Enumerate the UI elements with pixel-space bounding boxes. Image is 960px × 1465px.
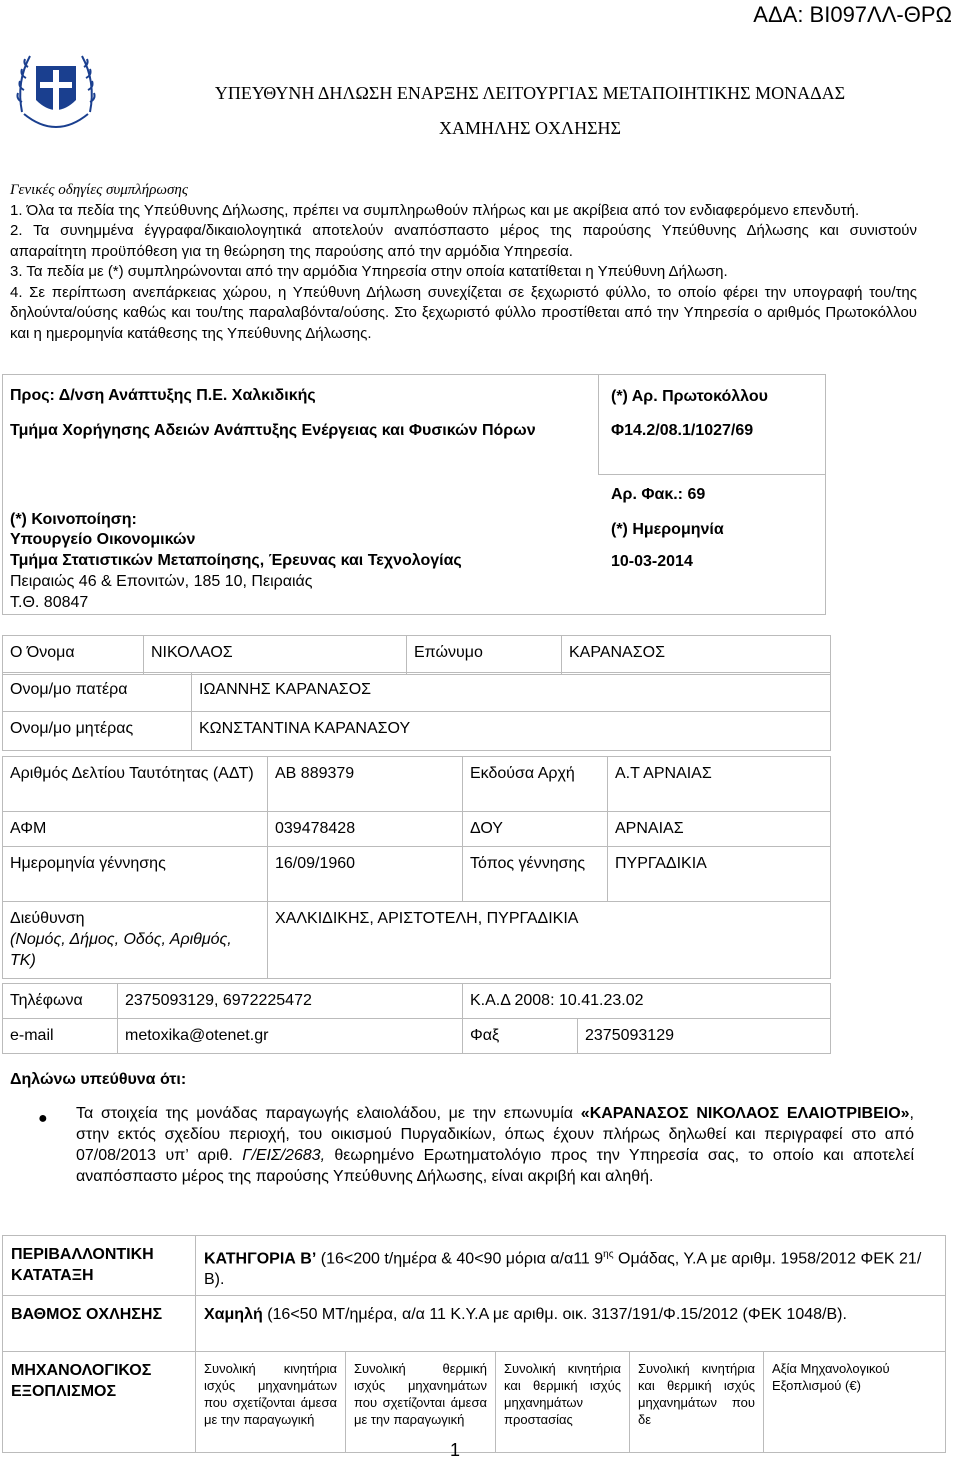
instruction-item: 2. Τα συνημμένα έγγραφα/δικαιολογητικά αποτελούν αναπόσπαστο μέρος της παρούσης Υπεύθυνης Δήλωσης και συνιστούν απαραίτητη προϋπόθεση για τη θεώρηση της παρούσης από την αρμόδια Υπηρεσία. <box>10 222 917 260</box>
business-name: «ΚΑΡΑΝΑΣΟΣ ΝΙΚΟΛΑΟΣ ΕΛΑΙΟΤΡΙΒΕΙΟ» <box>580 1105 910 1122</box>
email-label: e-mail <box>3 1019 118 1054</box>
date-label: (*) Ημερομηνία <box>611 521 724 538</box>
name-label: Ο Όνομα <box>3 636 144 675</box>
cc-tk: Τ.Θ. 80847 <box>10 594 89 611</box>
cc-dept: Τμήμα Στατιστικών Μεταποίησης, Έρευνας και Τεχνολογίας <box>10 552 462 569</box>
bullet-icon: ● <box>38 1110 48 1127</box>
page-number: 1 <box>450 1440 461 1460</box>
env-category: ΚΑΤΗΓΟΡΙΑ Β’ <box>204 1250 317 1268</box>
id-label: Αριθμός Δελτίου Ταυτότητας (ΑΔΤ) <box>3 757 268 812</box>
nuisance-label: ΒΑΘΜΟΣ ΟΧΛΗΣΗΣ <box>3 1296 196 1352</box>
mech-col: Συνολική κινητήρια και θερμική ισχύς μηχανημάτων που δε <box>630 1352 764 1453</box>
authority-label: Εκδούσα Αρχή <box>463 757 608 812</box>
ada-code: ΑΔΑ: ΒΙ097ΛΛ-ΘΡΩ <box>753 2 952 27</box>
phone-label: Τηλέφωνα <box>3 984 118 1019</box>
kad-value: Κ.Α.Δ 2008: 10.41.23.02 <box>463 984 831 1019</box>
father-label: Ονομ/μο πατέρα <box>3 673 192 712</box>
env-text: (16<200 t/ημέρα & 40<90 μόρια α/α11 9 <box>316 1250 604 1268</box>
contact-table <box>2 983 831 1054</box>
declaration-part: , στην εκτός σχεδίου περιοχή, του οικισμού Πυργαδικίων, όπως έχουν πλήρως δηλωθεί και περιγραφεί στο από 07/08/2013 υπ’ αριθ. <box>76 1105 914 1164</box>
questionnaire-ref: Γ/ΕΙΣ/2683, <box>242 1147 326 1164</box>
address-label-cell <box>3 902 268 979</box>
declaration-part: Τα στοιχεία της μονάδας παραγωγής ελαιολάδου, με την επωνυμία <box>76 1105 581 1122</box>
env-label: ΠΕΡΙΒΑΛΛΟΝΤΙΚΗ ΚΑΤΑΤΑΞΗ <box>3 1236 196 1296</box>
surname-value: ΚΑΡΑΝΑΣΟΣ <box>562 636 831 675</box>
parents-table <box>2 672 831 751</box>
mech-col: Συνολική θερμική ισχύς μηχανημάτων που σχετίζονται άμεσα με την παραγωγική <box>346 1352 496 1453</box>
afm-label: ΑΦΜ <box>3 812 268 847</box>
mother-value: ΚΩΝΣΤΑΝΤΙΝΑ ΚΑΡΑΝΑΣΟΥ <box>192 712 831 751</box>
birthplace-label: Τόπος γέννησης <box>463 847 608 902</box>
birthdate-value: 16/09/1960 <box>268 847 463 902</box>
instructions <box>10 180 917 344</box>
mech-col: Συνολική κινητήρια και θερμική ισχύς μηχανημάτων προστασίας <box>496 1352 630 1453</box>
title-line-2: ΧΑΜΗΛΗΣ ΟΧΛΗΣΗΣ <box>438 118 622 138</box>
nuisance-value <box>196 1296 946 1352</box>
nuisance-category: Χαμηλή <box>204 1306 263 1323</box>
address-value: ΧΑΛΚΙΔΙΚΗΣ, ΑΡΙΣΤΟΤΕΛΗ, ΠΥΡΓΑΔΙΚΙΑ <box>268 902 831 979</box>
env-value <box>196 1236 946 1296</box>
greek-emblem-icon <box>12 42 100 142</box>
mech-col: Αξία Μηχανολογικού Εξοπλισμού (€) <box>764 1352 946 1453</box>
father-value: ΙΩΑΝΝΗΣ ΚΑΡΑΝΑΣΟΣ <box>192 673 831 712</box>
env-text: Ομάδας, Υ.Α με αριθμ. 1958/2012 ΦΕΚ 21/Β). <box>204 1250 922 1289</box>
title-line-1: ΥΠΕΥΘΥΝΗ ΔΗΛΩΣΗ ΕΝΑΡΞΗΣ ΛΕΙΤΟΥΡΓΙΑΣ ΜΕΤΑΠΟΙΗΤΙΚΗΣ ΜΟΝΑΔΑΣ <box>214 83 846 103</box>
afm-value: 039478428 <box>268 812 463 847</box>
id-table <box>2 756 831 979</box>
instruction-item: 4. Σε περίπτωση ανεπάρκειας χώρου, η Υπεύθυνη Δήλωση συνεχίζεται σε ξεχωριστό φύλλο, το οποίο φέρει την υπογραφή του/της δηλούντα/ούσης καθώς και του/της παραλαβόντα/ούσης. Στο ξεχωριστό φύλλο προστίθεται από την Υπηρεσία ο αριθμός Πρωτοκόλλου και η ημερομηνία κατάθεσης της Υπεύθυνης Δήλωσης. <box>10 283 917 342</box>
mech-col: Συνολική κινητήρια ισχύς μηχανημάτων που σχετίζονται άμεσα με την παραγωγική <box>196 1352 346 1453</box>
address-hint: (Νομός, Δήμος, Οδός, Αριθμός, ΤΚ) <box>10 931 232 969</box>
id-value: ΑΒ 889379 <box>268 757 463 812</box>
doy-value: ΑΡΝΑΙΑΣ <box>608 812 831 847</box>
birthdate-label: Ημερομηνία γέννησης <box>3 847 268 902</box>
declaration-heading: Δηλώνω υπεύθυνα ότι: <box>10 1071 187 1088</box>
nuisance-text: (16<50 ΜΤ/ημέρα, α/α 11 Κ.Υ.Α με αριθμ. οικ. 3137/191/Φ.15/2012 (ΦΕΚ 1048/Β). <box>262 1306 847 1323</box>
recipient-dept: Τμήμα Χορήγησης Αδειών Ανάπτυξης Ενέργειας και Φυσικών Πόρων <box>10 422 536 439</box>
address-label: Διεύθυνση <box>10 910 85 927</box>
personal-data-table <box>2 635 831 675</box>
mech-label: ΜΗΧΑΝΟΛΟΓΙΚΟΣ ΕΞΟΠΛΙΣΜΟΣ <box>3 1352 196 1453</box>
cc-address: Πειραιώς 46 & Επονιτών, 185 10, Πειραιάς <box>10 573 313 590</box>
doy-label: ΔΟΥ <box>463 812 608 847</box>
protocol-value: Φ14.2/08.1/1027/69 <box>611 422 754 439</box>
email-value: metoxika@otenet.gr <box>118 1019 463 1054</box>
authority-value: Α.Τ ΑΡΝΑΙΑΣ <box>608 757 831 812</box>
birthplace-value: ΠΥΡΓΑΔΙΚΙΑ <box>608 847 831 902</box>
fax-value: 2375093129 <box>578 1019 831 1054</box>
cc-ministry: Υπουργείο Οικονομικών <box>10 531 196 548</box>
date-value: 10-03-2014 <box>611 553 693 570</box>
env-sup: ης <box>603 1249 614 1260</box>
cc-label: (*) Κοινοποίηση: <box>10 511 137 528</box>
instruction-item: 3. Τα πεδία με (*) συμπληρώνονται από την αρμόδια Υπηρεσία στην οποία κατατίθεται η Υπεύθυνη Δήλωση. <box>10 263 728 280</box>
file-number: Αρ. Φακ.: 69 <box>611 486 706 503</box>
recipient-to: Προς: Δ/νση Ανάπτυξης Π.Ε. Χαλκιδικής <box>10 387 316 404</box>
classification-table <box>2 1235 946 1453</box>
mother-label: Ονομ/μο μητέρας <box>3 712 192 751</box>
name-value: ΝΙΚΟΛΑΟΣ <box>144 636 407 675</box>
fax-label: Φαξ <box>463 1019 578 1054</box>
declaration-part: θεωρημένο Ερωτηματολόγιο προς την Υπηρεσία σας, το οποίο και αποτελεί αναπόσπαστο μέρος της παρούσης Υπεύθυνης Δήλωσης, είναι ακριβή και αληθή. <box>76 1147 914 1185</box>
protocol-label: (*) Αρ. Πρωτοκόλλου <box>611 388 768 405</box>
phone-value: 2375093129, 6972225472 <box>118 984 463 1019</box>
instruction-item: 1. Όλα τα πεδία της Υπεύθυνης Δήλωσης, πρέπει να συμπληρωθούν πλήρως και με ακρίβεια από τον ενδιαφερόμενο επενδυτή. <box>10 201 860 219</box>
surname-label: Επώνυμο <box>407 636 562 675</box>
declaration-text <box>76 1103 914 1187</box>
instructions-heading: Γενικές οδηγίες συμπλήρωσης <box>10 182 188 198</box>
